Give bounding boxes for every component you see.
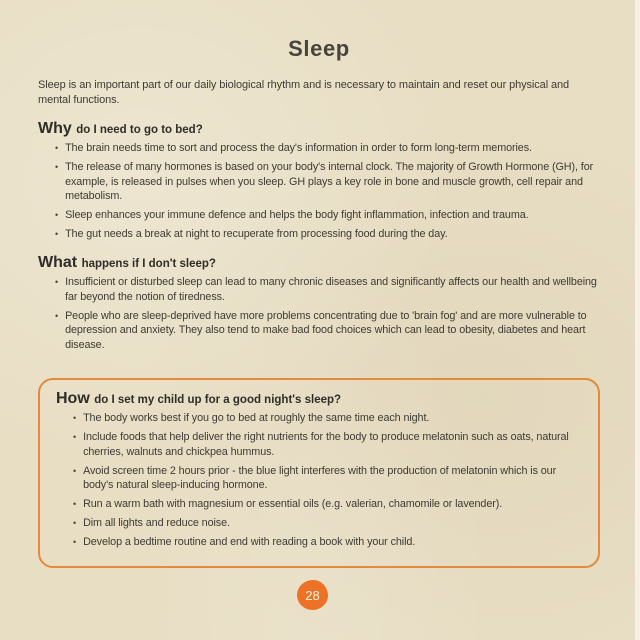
list-item	[73, 430, 580, 459]
list-item	[73, 497, 580, 511]
bullet-icon: •	[73, 413, 77, 424]
section-what	[38, 254, 600, 352]
heading-keyword: Why	[38, 120, 72, 138]
bullet-list-how	[56, 411, 580, 549]
callout-box	[38, 378, 600, 568]
bullet-icon: •	[55, 277, 59, 288]
bullet-list-why	[38, 141, 600, 241]
heading-question: do I set my child up for a good night's sleep?	[94, 394, 342, 407]
list-item-text: Dim all lights and reduce noise.	[83, 516, 230, 529]
bullet-icon: •	[73, 499, 77, 509]
heading-keyword: What	[38, 254, 78, 272]
list-item	[55, 275, 600, 304]
heading-keyword: How	[56, 390, 90, 408]
section-why	[38, 120, 600, 241]
bullet-icon: •	[55, 162, 59, 173]
intro-paragraph: Sleep is an important part of our daily biological rhythm and is necessary to maintain and reset our physical and mental functions.	[38, 79, 570, 106]
list-item-text: The gut needs a break at night to recuperate from processing food during the day.	[65, 228, 448, 241]
bullet-icon: •	[73, 432, 77, 443]
bullet-icon: •	[73, 465, 77, 476]
bullet-icon: •	[73, 517, 77, 528]
list-item	[55, 141, 600, 155]
list-item	[73, 411, 580, 425]
bullet-icon: •	[73, 536, 77, 547]
list-item-text: Include foods that help deliver the right nutrients for the body to produce melatonin such as oats, natural cherries, walnuts and chickpea hummus.	[83, 431, 569, 458]
list-item-text: The brain needs time to sort and process the day's information in order to form long-term memories.	[65, 142, 532, 155]
list-item	[73, 464, 580, 493]
list-item-text: Run a warm bath with magnesium or essential oils (e.g. valerian, chamomile or lavender).	[83, 498, 503, 510]
list-item-text: People who are sleep-deprived have more problems concentrating due to 'brain fog' and are more vulnerable to depression and anxiety. They also tend to make bad food choices which can lead to obesity, diabetes and heart disease.	[65, 309, 587, 351]
list-item	[55, 309, 600, 352]
list-item-text: Sleep enhances your immune defence and helps the body fight inflammation, infection and trauma.	[65, 209, 529, 222]
callout-heading	[56, 390, 580, 408]
bullet-icon: •	[55, 310, 59, 321]
heading-question: happens if I don't sleep?	[81, 258, 216, 271]
list-item	[73, 516, 580, 530]
list-item	[73, 535, 580, 549]
page-number-badge	[297, 580, 328, 610]
bullet-icon: •	[55, 210, 59, 221]
bullet-icon: •	[55, 143, 59, 154]
list-item-text: The release of many hormones is based on your body's internal clock. The majority of Growth Hormone (GH), for example, is released in pulses when you sleep. GH plays a key role in bone and muscle growth, cell repair and metabolism.	[65, 161, 594, 203]
page-title: Sleep	[288, 36, 350, 61]
list-item-text: Insufficient or disturbed sleep can lead to many chronic diseases and significantly affects our health and wellbeing far beyond the notion of tiredness.	[65, 276, 597, 303]
heading-question: do I need to go to bed?	[76, 124, 203, 137]
list-item-text: Develop a bedtime routine and end with reading a book with your child.	[83, 535, 416, 548]
bullet-icon: •	[55, 229, 59, 240]
section-what-heading	[38, 254, 600, 272]
list-item	[55, 160, 600, 203]
list-item-text: Avoid screen time 2 hours prior - the blue light interferes with the production of melatonin which is our body's natural sleep-inducing hormone.	[83, 464, 557, 492]
bullet-list-what	[38, 275, 600, 352]
page-number: 28	[305, 587, 320, 603]
section-why-heading	[38, 120, 600, 138]
list-item	[55, 227, 600, 241]
list-item	[55, 208, 600, 222]
list-item-text: The body works best if you go to bed at roughly the same time each night.	[83, 412, 430, 425]
